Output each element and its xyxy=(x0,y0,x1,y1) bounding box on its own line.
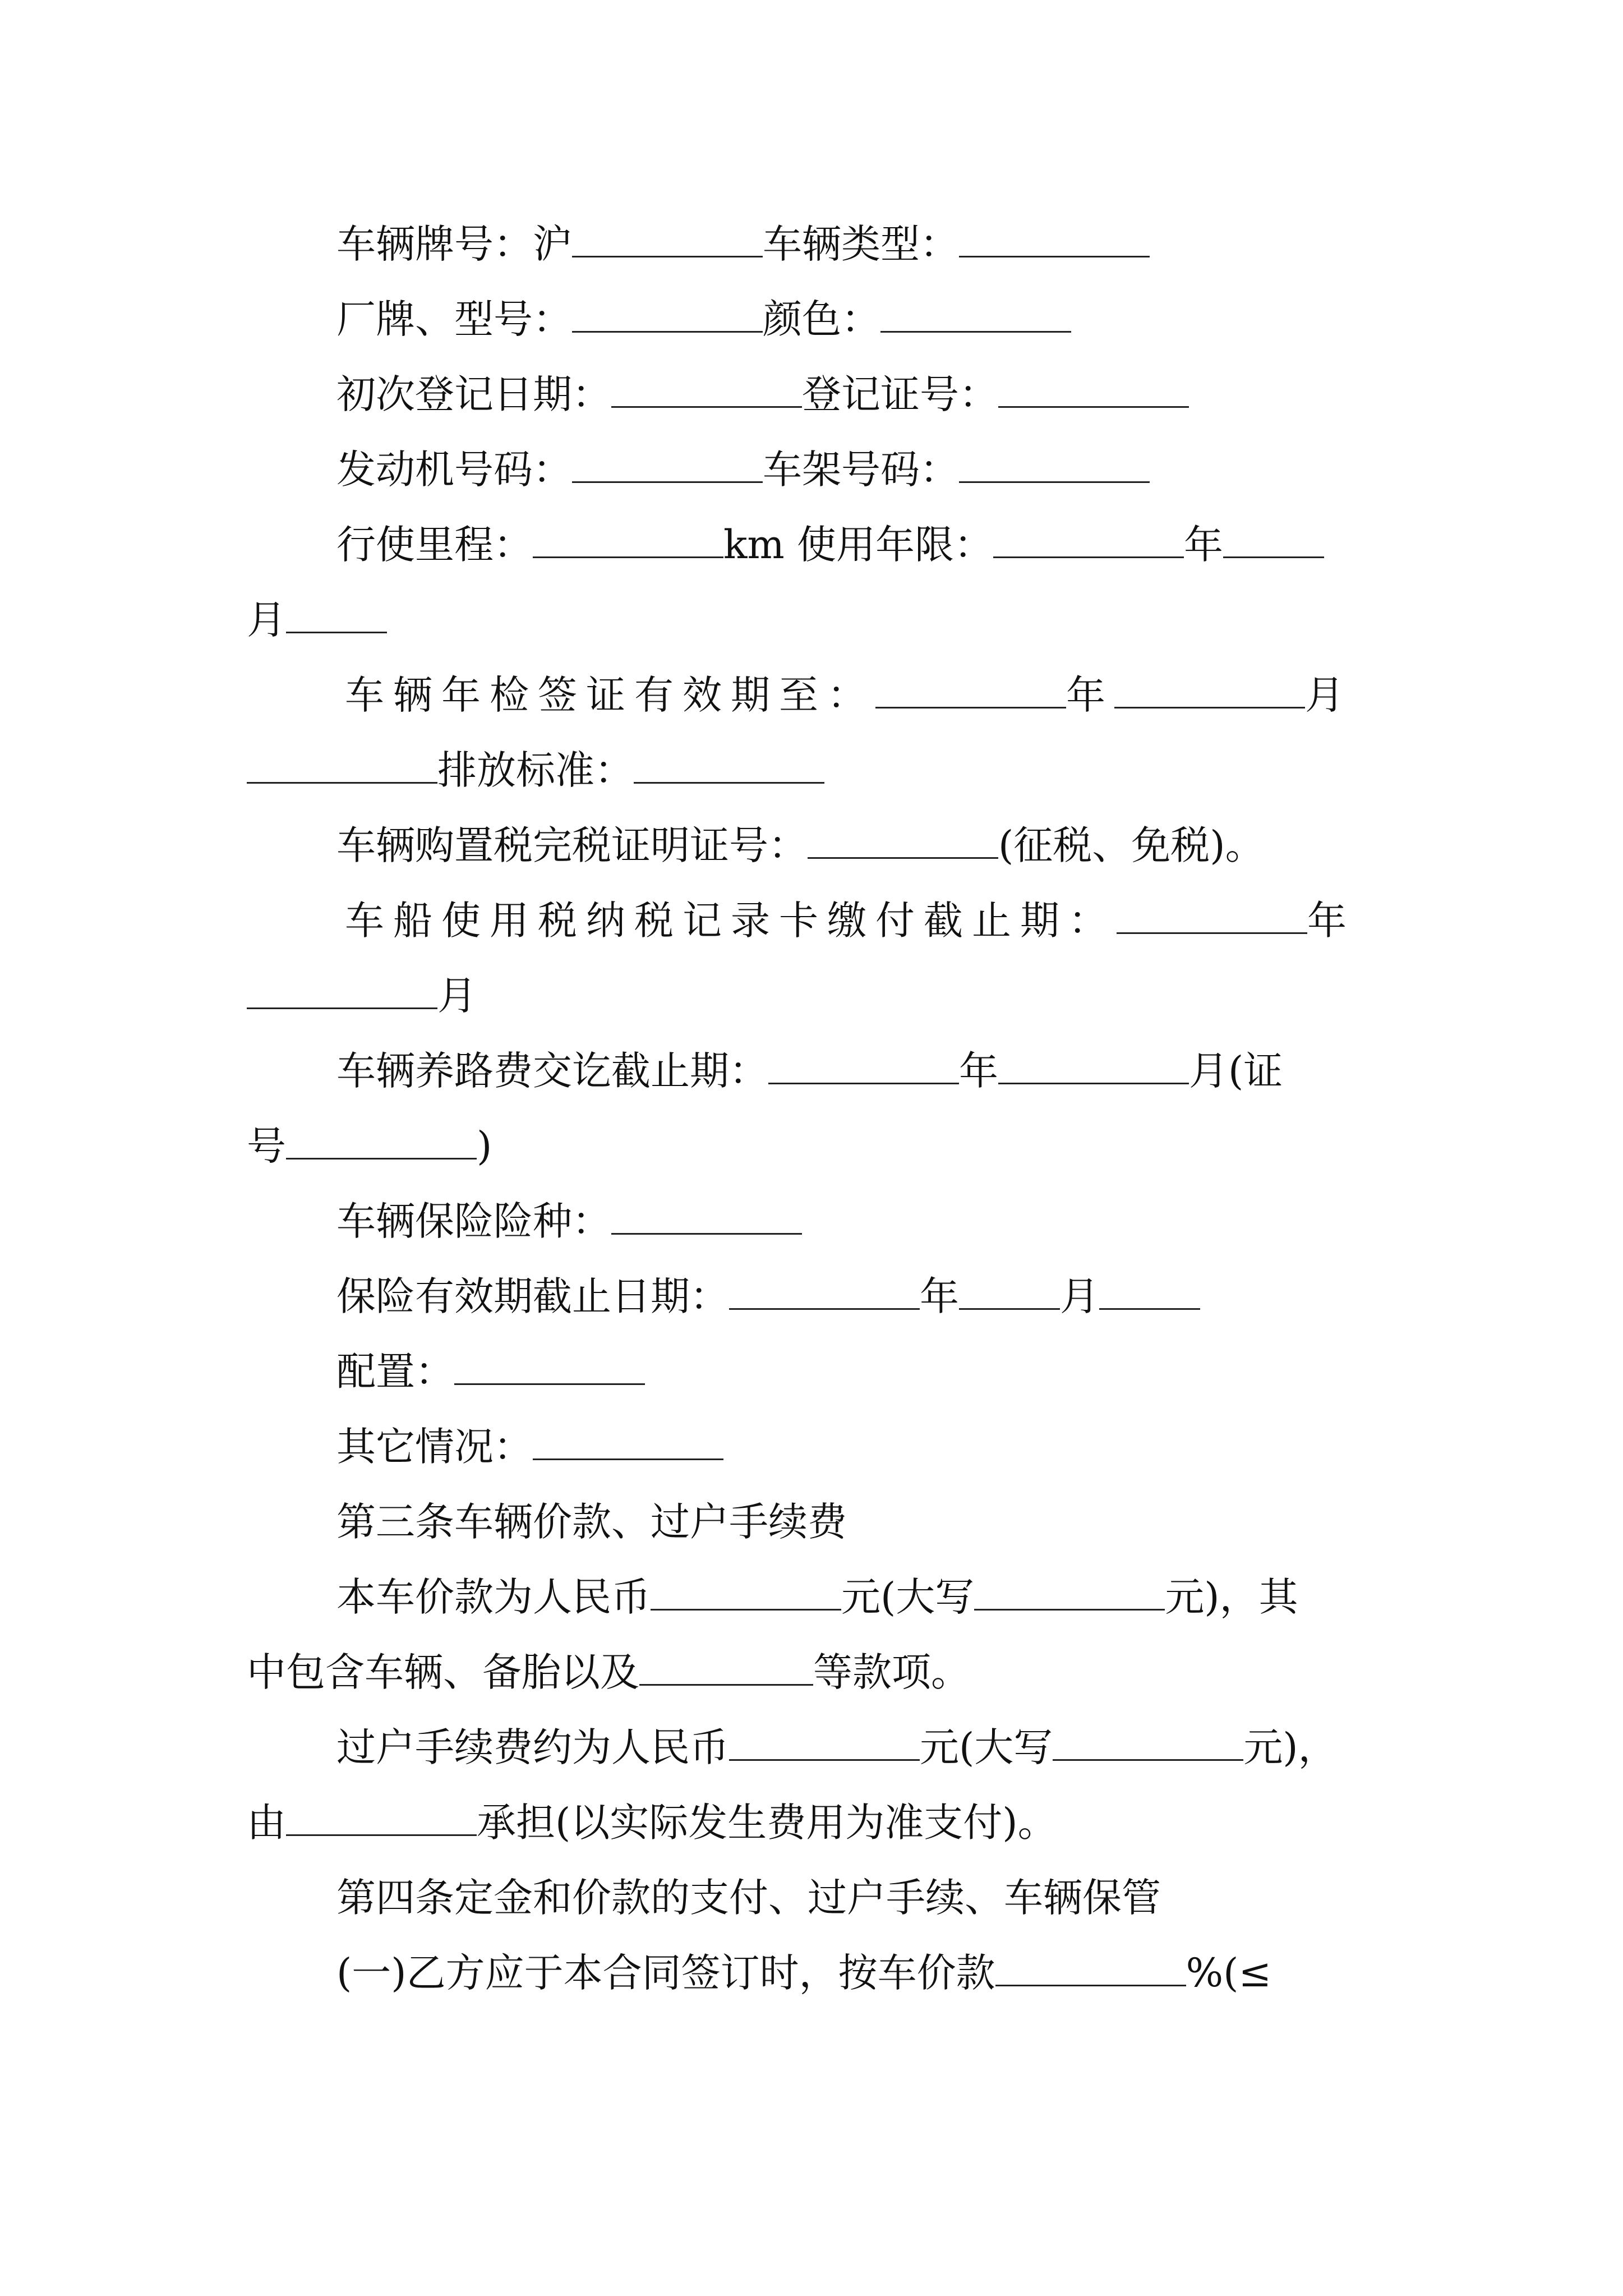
transfer-fee-blank xyxy=(729,1726,920,1761)
price-items-label: 中包含车辆、备胎以及 xyxy=(247,1649,639,1695)
engine-number-label: 发动机号码： xyxy=(336,447,572,493)
deposit-tail: %(≤ xyxy=(1186,1950,1272,1996)
brand-model-blank xyxy=(572,297,763,333)
insurance-day-blank xyxy=(1099,1274,1200,1310)
insurance-type-line xyxy=(336,1196,802,1246)
road-fee-line xyxy=(336,1046,1283,1096)
road-fee-year-blank xyxy=(768,1049,959,1084)
other-conditions-line xyxy=(336,1421,723,1472)
mileage-month-line xyxy=(247,595,387,645)
brand-model-line xyxy=(336,294,1071,344)
first-registration-blank xyxy=(611,372,802,408)
vessel-tax-label: 车船使用税纳税记录卡缴付截止期： xyxy=(345,898,1117,944)
deposit-label: (一)乙方应于本合同签订时，按车价款 xyxy=(336,1950,995,1996)
price-items-line xyxy=(247,1647,970,1697)
deposit-line xyxy=(336,1948,1271,1998)
payer-label: 由 xyxy=(247,1800,286,1846)
transfer-fee-line xyxy=(336,1722,1338,1773)
transfer-fee-tail: 元)， xyxy=(1243,1724,1338,1770)
close-paren: ) xyxy=(477,1123,492,1169)
plate-number-blank xyxy=(572,222,763,257)
configuration-blank xyxy=(454,1350,645,1385)
brand-model-label: 厂牌、型号： xyxy=(336,296,572,342)
transfer-fee-uppercase-blank xyxy=(1053,1726,1243,1761)
configuration-line xyxy=(336,1346,645,1397)
year-label: 年 xyxy=(1066,672,1114,718)
article-three-heading xyxy=(336,1497,847,1547)
registration-number-blank xyxy=(998,372,1189,408)
year-label: 年 xyxy=(1184,522,1224,568)
vessel-tax-month-line xyxy=(247,970,477,1021)
article-four-heading xyxy=(336,1872,1161,1923)
road-fee-month-blank xyxy=(998,1049,1189,1084)
purchase-tax-label: 车辆购置税完税证明证号： xyxy=(336,822,808,868)
road-fee-cert-blank xyxy=(286,1124,477,1159)
registration-line xyxy=(336,369,1189,420)
insurance-expiry-label: 保险有效期截止日期： xyxy=(336,1273,729,1319)
other-conditions-blank xyxy=(533,1425,723,1460)
payer-tail: 承担(以实际发生费用为准支付)。 xyxy=(477,1800,1057,1846)
configuration-label: 配置： xyxy=(336,1349,454,1395)
color-label: 颜色： xyxy=(763,296,880,342)
payer-blank xyxy=(286,1801,477,1836)
inspection-year-blank xyxy=(875,673,1066,708)
usage-years-label: km 使用年限： xyxy=(723,522,994,568)
insurance-month-blank xyxy=(959,1274,1060,1310)
mileage-label: 行使里程： xyxy=(336,522,533,568)
mileage-blank xyxy=(533,523,723,558)
vehicle-type-blank xyxy=(959,222,1150,257)
emission-line xyxy=(247,745,824,795)
vessel-tax-line xyxy=(345,895,1355,946)
emission-label: 排放标准： xyxy=(437,747,634,793)
plate-number-label: 车辆牌号：沪 xyxy=(336,221,572,267)
transfer-fee-label: 过户手续费约为人民币 xyxy=(336,1724,729,1770)
year-label: 年 xyxy=(1307,898,1355,944)
article-three-title: 第三条车辆价款、过户手续费 xyxy=(336,1499,847,1545)
road-fee-cert-line xyxy=(247,1121,492,1171)
plate-number-line xyxy=(336,219,1150,269)
inspection-month-blank xyxy=(1114,673,1305,708)
purchase-tax-line xyxy=(336,820,1265,871)
road-fee-label: 车辆养路费交讫截止期： xyxy=(336,1048,768,1094)
insurance-type-blank xyxy=(611,1199,802,1235)
insurance-year-blank xyxy=(729,1274,920,1310)
price-line xyxy=(336,1572,1298,1622)
price-uppercase-blank xyxy=(974,1575,1165,1611)
month-label: 月 xyxy=(1060,1273,1099,1319)
cert-number-label: 号 xyxy=(247,1123,286,1169)
other-conditions-label: 其它情况： xyxy=(336,1424,533,1470)
insurance-type-label: 车辆保险险种： xyxy=(336,1198,611,1244)
mileage-line xyxy=(336,519,1324,570)
price-items-tail: 等款项。 xyxy=(813,1649,970,1695)
price-blank xyxy=(651,1575,841,1611)
year-label: 年 xyxy=(959,1048,998,1094)
insurance-expiry-line xyxy=(336,1271,1200,1322)
transfer-fee-payer-line xyxy=(247,1797,1057,1848)
month-label: 月 xyxy=(1305,672,1353,718)
registration-number-label: 登记证号： xyxy=(802,371,998,417)
inspection-day-blank xyxy=(247,748,437,784)
month-cert-label: 月(证 xyxy=(1189,1048,1283,1094)
first-registration-label: 初次登记日期： xyxy=(336,371,611,417)
usage-years-blank xyxy=(993,523,1184,558)
transfer-fee-uppercase-label: 元(大写 xyxy=(920,1724,1053,1770)
article-four-title: 第四条定金和价款的支付、过户手续、车辆保管 xyxy=(336,1875,1161,1921)
vessel-tax-year-blank xyxy=(1117,899,1307,934)
month-label: 月 xyxy=(247,597,286,643)
tax-status-label: (征税、免税)。 xyxy=(998,822,1265,868)
frame-number-blank xyxy=(959,448,1150,483)
month-label: 月 xyxy=(437,973,477,1019)
deposit-percent-blank xyxy=(995,1951,1186,1986)
frame-number-label: 车架号码： xyxy=(763,447,959,493)
color-blank xyxy=(880,297,1071,333)
price-label: 本车价款为人民币 xyxy=(336,1574,651,1620)
vehicle-type-label: 车辆类型： xyxy=(763,221,959,267)
engine-frame-line xyxy=(336,444,1150,495)
inspection-line xyxy=(345,670,1353,720)
vessel-tax-month-blank xyxy=(247,974,437,1009)
usage-month-blank xyxy=(286,598,387,633)
price-items-blank xyxy=(639,1650,813,1686)
usage-year-blank xyxy=(1223,523,1324,558)
price-tail-label: 元)，其 xyxy=(1165,1574,1298,1620)
engine-number-blank xyxy=(572,448,763,483)
inspection-label: 车辆年检签证有效期至： xyxy=(345,672,875,718)
price-uppercase-label: 元(大写 xyxy=(841,1574,975,1620)
purchase-tax-blank xyxy=(808,823,998,859)
year-label: 年 xyxy=(920,1273,959,1319)
emission-blank xyxy=(634,748,824,784)
